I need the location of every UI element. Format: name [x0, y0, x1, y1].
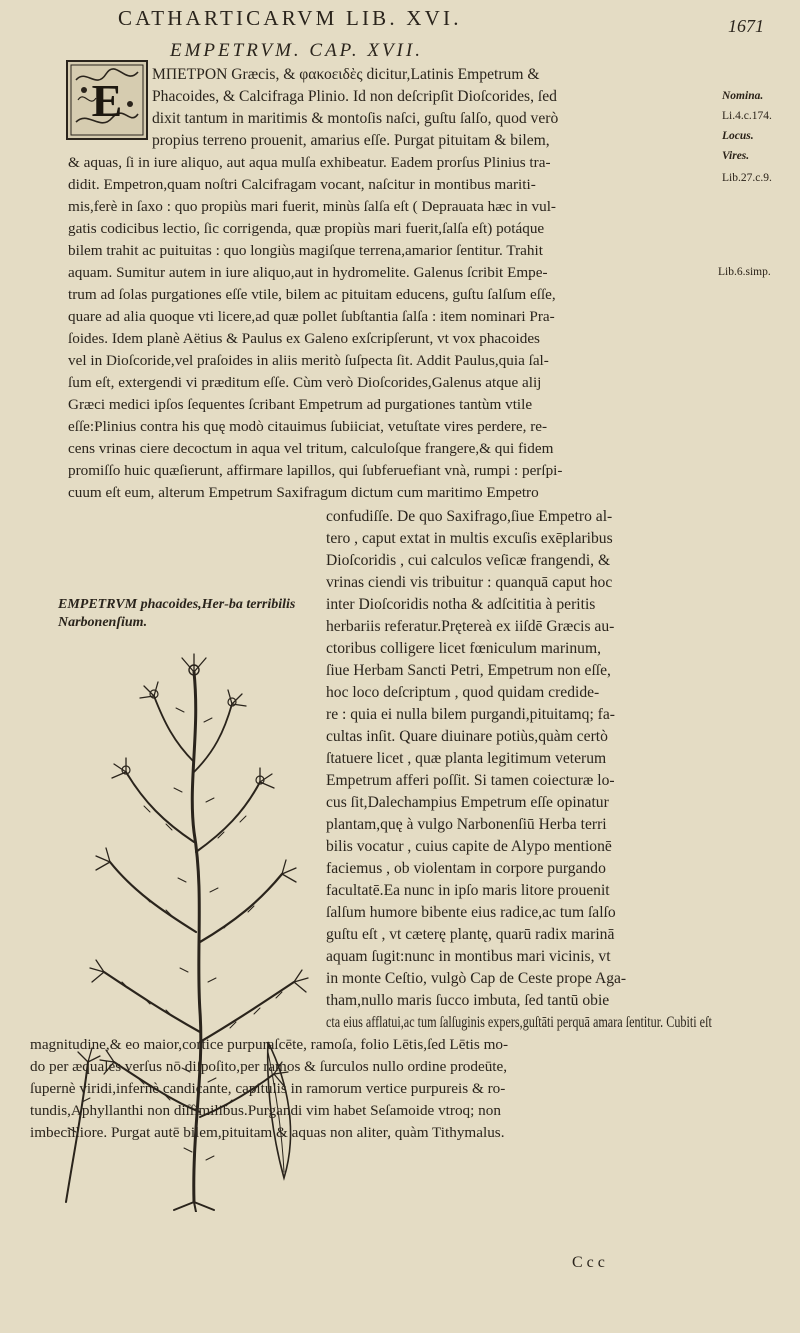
- text-line: tundis,Aphyllanthi non diſſimilibus.Purgandi vim habet Seſamoide vtroq; non: [30, 1102, 501, 1119]
- svg-text:E: E: [91, 75, 123, 126]
- margin-note-reference: Li.4.c.174.: [722, 110, 772, 122]
- running-title: CATHARTICARVM LIB. XVI.: [118, 6, 462, 30]
- text-line: magnitudine,& eo maior,cortice purpuraſcēte, ramoſa, folio Lētis,ſed Lētis mo-: [30, 1036, 509, 1053]
- margin-note-nomina: Nomina.: [722, 90, 764, 102]
- margin-note-reference: Lib.27.c.9.: [722, 172, 772, 184]
- text-line: ſtatuere licet , quæ planta legitimum veterum: [326, 750, 607, 767]
- text-line: in monte Ceſtio, vulgò Cap de Ceste prope Aga-: [326, 970, 627, 987]
- text-line: cuum eſt eum, alterum Empetrum Saxifragum dictum cum maritimo Empetro: [68, 484, 539, 501]
- text-line: vrinas ciendi vis tribuitur : quanquā caput hoc: [326, 574, 613, 591]
- text-line: Phacoides, & Calcifraga Plinio. Id non deſcripſit Dioſcorides, ſed: [152, 88, 557, 105]
- margin-note-locus: Locus.: [722, 130, 754, 142]
- text-line: Græci medici ipſos ſequentes ſcribant Empetrum ad purgationes tantùm vtile: [68, 396, 533, 413]
- text-line: ſalſum humore bibente eius radice,ac tum ſalſo: [326, 904, 616, 921]
- text-line: ΜΠΕΤΡΟΝ Græcis, & φακοειδὲς dicitur,Latinis Empetrum &: [152, 66, 540, 83]
- text-line: guſtu eſt , vt cæterę plantę, quarū radix marinā: [326, 926, 615, 943]
- text-line: tham,nullo maris ſucco imbuta, ſed tantū obie: [326, 992, 610, 1009]
- text-line: quare ad alia quoque vti licere,ad quæ pollet ſubſtantia ſalſa : item nominari Pra-: [68, 308, 555, 325]
- margin-note-vires: Vires.: [722, 150, 750, 162]
- text-line: & aquas, ſi in iure aliquo, aut aqua mulſa exhibeatur. Eadem prorſus Plinius tra-: [68, 154, 551, 171]
- text-line: didit. Empetron,quam noſtri Calcifragam vocant, naſcitur in montibus mariti-: [68, 176, 536, 193]
- text-line: vel in Dioſcoride,vel praſoides in aliis meritò ſuſpecta ſit. Addit Paulus,quia ſal-: [68, 352, 549, 369]
- text-line: mis,ferè in ſaxo : quo propiùs mari fuerit, minùs ſalſa eſt ( Deprauata hæc in vul-: [68, 198, 556, 215]
- text-line: cus ſit,Dalechampius Empetrum eſſe opinatur: [326, 794, 609, 811]
- chapter-title: EMPETRVM. CAP. XVII.: [170, 40, 423, 61]
- text-line: do per æquales verſus nō diſpoſito,per ramos & ſurculos nullo ordine prodeūte,: [30, 1058, 508, 1075]
- text-line: imbecilliore. Purgat autē bilem,pituitam & aquas non aliter, quàm Tithymalus.: [30, 1124, 505, 1141]
- text-line: aquam. Sumitur autem in iure aliquo,aut in hydromelite. Galenus ſcribit Empe-: [68, 264, 548, 281]
- text-line: cta eius afflatui,ac tum ſalſuginis expers,guſtāti perquā amara ſentitur. Cubiti eſt: [326, 1014, 712, 1031]
- text-line: propius terreno prouenit, amarius eſſe. Purgat pituitam & bilem,: [152, 132, 550, 149]
- text-line: Dioſcoridis , cui calculos veſicæ frangendi, &: [326, 552, 611, 569]
- text-line: gatis codicibus lectio, ſic corrigenda, quæ propiùs mari fuerit,ſalſa eſt) potáque: [68, 220, 545, 237]
- text-line: promiſſo huic quæſierunt, affirmare lapillos, qui ſubferuefiant vnà, rumpi : perſpi-: [68, 462, 563, 479]
- text-line: plantam,quę à vulgo Narbonenſiū Herba terri: [326, 816, 607, 833]
- figure-caption: EMPETRVM phacoides,Her-ba terribilis Narbonenſium.: [58, 597, 296, 630]
- text-line: trum ad ſolas purgationes eſſe vtile, bilem ac pituitam educens, guſtu ſalſum eſſe,: [68, 286, 556, 303]
- text-line: hoc loco deſcriptum , quod quidam credide-: [326, 684, 600, 701]
- text-line: ſoides. Idem planè Aëtius & Paulus ex Galeno exſcripſerunt, vt vox phacoides: [68, 330, 540, 347]
- text-line: Empetrum afferi poſſit. Si tamen coiecturæ lo-: [326, 772, 615, 789]
- text-line: ſum eſt, extergendi vi præditum eſſe. Cùm verò Dioſcorides,Galenus atque alij: [68, 374, 542, 391]
- text-line: re : quia ei nulla bilem purgandi,pituitamq; fa-: [326, 706, 615, 723]
- text-line: bilis vocatur , cuius capite de Alypo mentionē: [326, 838, 612, 855]
- margin-note-reference: Lib.6.simp.: [718, 266, 771, 278]
- text-line: confudiſſe. De quo Saxifrago,ſiue Empetro al-: [326, 508, 613, 525]
- text-line: cultas inſit. Quare diuinare potiùs,quàm certò: [326, 728, 608, 745]
- text-line: faciemus , ob violentam in corpore purgando: [326, 860, 606, 877]
- text-line: inter Dioſcoridis notha & adſcititia à peritis: [326, 596, 596, 613]
- text-line: tero , caput extat in multis excuſis exēplaribus: [326, 530, 613, 547]
- text-line: aquam ſugit:nunc in montibus mari vicinis, vt: [326, 948, 611, 965]
- page-number: 1671: [728, 16, 764, 36]
- text-line: cens vrinas ciere decoctum in aqua vel tritum, calculoſque frangere,& qui fidem: [68, 440, 554, 457]
- empetrum-plant-illustration: [54, 612, 319, 1212]
- text-line: dixit tantum in maritimis & montoſis naſci, guſtu ſalſo, quod verò: [152, 110, 559, 127]
- text-line: herbariis referatur.Prętereà ex iiſdē Græcis au-: [326, 618, 615, 635]
- text-line: bilem trahit ac puituitas : quo longiùs magiſque terrena,amarior ſentitur. Trahit: [68, 242, 543, 259]
- signature-mark: Ccc: [572, 1254, 609, 1271]
- text-line: eſſe:Plinius contra his quę modò citauimus ſubiiciat, vetuſtate vires perdere, re-: [68, 418, 548, 435]
- decorated-initial-e: [66, 60, 148, 140]
- text-line: ctoribus colligere licet fœniculum marinum,: [326, 640, 601, 657]
- text-line: ſiue Herbam Sancti Petri, Empetrum non eſſe,: [326, 662, 611, 679]
- text-line: ſupernè viridi,infernè candicante, capitulis in ramorum vertice purpureis & ro-: [30, 1080, 506, 1097]
- text-line: facultatē.Ea nunc in ipſo maris litore prouenit: [326, 882, 610, 899]
